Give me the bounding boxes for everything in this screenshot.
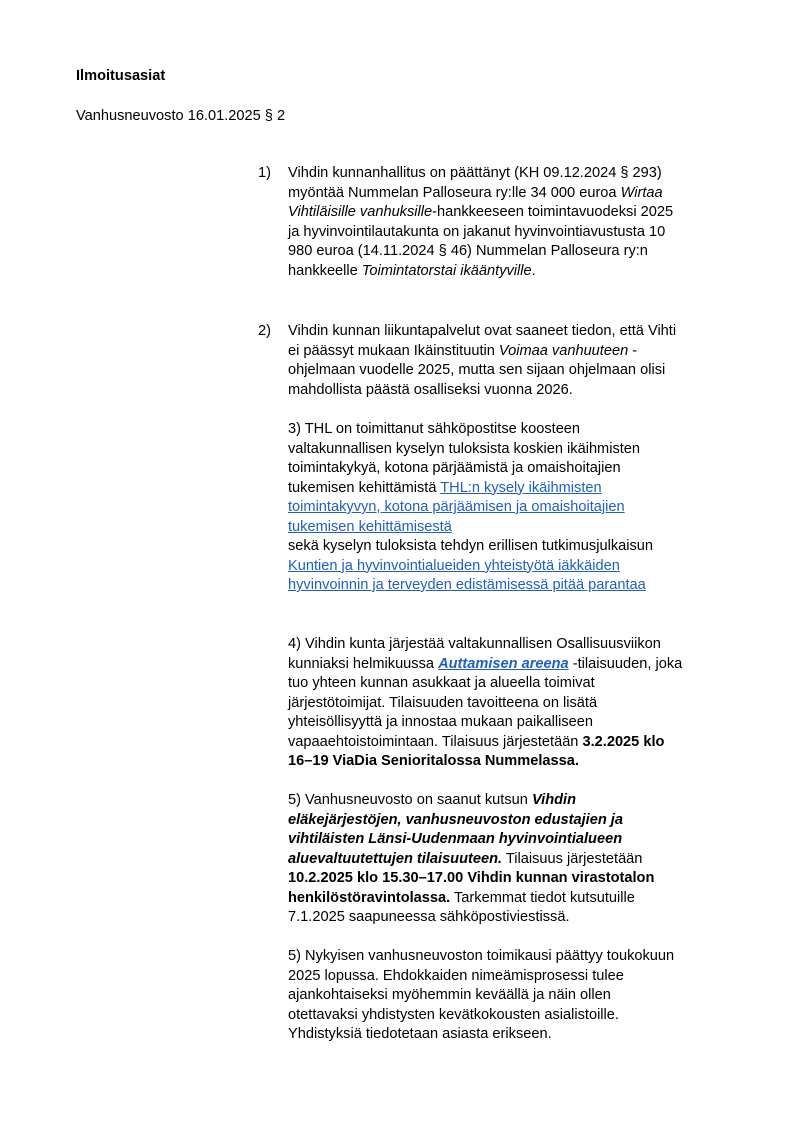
announcement-4: 4) Vihdin kunta järjestää valtakunnallisen Osallisuusviikon kunniaksi helmikuussa Auttamisen areena -tilaisuuden, joka tuo yhteen kunnan asukkaat ja alueella toimivat järjestötoimijat. Tilaisuuden tavoitteena on lisätä yhteisöllisyyttä ja innostaa mukaan paikalliseen vapaaehtoistoimintaan. Tilaisuus järjestetään 3.2.2025 klo 16–19 ViaDia Senioritalossa Nummelassa. (288, 636, 683, 769)
page-heading: Ilmoitusasiat (76, 68, 166, 84)
program-name: Voimaa vanhuuteen (498, 342, 629, 359)
announcement-1 (258, 164, 678, 281)
auttamisen-areena-link[interactable]: Auttamisen areena (438, 655, 569, 672)
project-name: Wirtaa Vihtiläisille vanhuksille (288, 184, 663, 220)
item-text: Vihdin kunnanhallitus on päättänyt (KH 09.12.2024 § 293) myöntää Nummelan Palloseura ry:lle 34 000 euroa Wirtaa Vihtiläisille vanhuksille-hankkeeseen toimintavuodeksi 2025 ja hyvinvointilautakunta on jakanut hyvinvointiavustusta 10 980 euroa (14.11.2024 § 46) Nummelan Palloseura ry:n hankkeelle Toimintatorstai ikääntyville. (288, 165, 674, 279)
project-name: Toimintatorstai ikääntyville (361, 262, 532, 279)
item-number: 1) (258, 165, 271, 181)
thl-survey-link[interactable]: THL:n kysely ikäihmisten toimintakyvyn, kotona pärjäämisen ja omaishoitajien tukemisen kehittämisestä (288, 479, 625, 535)
event-time-place: 10.2.2025 klo 15.30–17.00 Vihdin kunnan virastotalon henkilöstöravintolassa. (288, 870, 655, 906)
event-time-place: 3.2.2025 klo 16–19 ViaDia Senioritalossa Nummelassa. (288, 733, 665, 769)
research-publication-link[interactable]: Kuntien ja hyvinvointialueiden yhteistyötä iäkkäiden hyvinvoinnin ja terveyden edistämisessä pitää parantaa (288, 557, 646, 593)
announcement-3: 3) THL on toimittanut sähköpostitse koosteen valtakunnallisen kyselyn tuloksista koskien ikäihmisten toimintakykyä, kotona pärjäämistä ja omaishoitajien tukemisen kehittämistä THL:n kysely ikäihmisten toimintakyvyn, kotona pärjäämisen ja omaishoitajien tukemisen kehittämisestä sekä kyselyn tuloksista tehdyn erillisen tutkimusjulkaisun Kuntien ja hyvinvointialueiden yhteistyötä iäkkäiden hyvinvoinnin ja terveyden edistämisessä pitää parantaa (288, 421, 654, 593)
announcement-6: 5) Nykyisen vanhusneuvoston toimikausi päättyy toukokuun 2025 lopussa. Ehdokkaiden nimeämisprosessi tulee ajankohtaiseksi myöhemmin keväällä ja näin ollen otettavaksi yhdistysten kevätkokousten asialistoille. Yhdistyksiä tiedotetaan asiasta erikseen. (288, 948, 675, 1042)
item-text: Vihdin kunnan liikuntapalvelut ovat saaneet tiedon, että Vihti ei päässyt mukaan Ikäinstituutin Voimaa vanhuuteen -ohjelmaan vuodelle 2025, mutta sen sijaan ohjelmaan olisi mahdollista päästä osalliseksi vuonna 2026. (288, 323, 677, 398)
event-title: Vihdin eläkejärjestöjen, vanhusneuvoston edustajien ja vihtiläisten Länsi-Uudenmaan hyvinvointialueen aluevaltuutettujen tilaisuuteen. (288, 792, 623, 867)
announcement-5: 5) Vanhusneuvosto on saanut kutsun Vihdin eläkejärjestöjen, vanhusneuvoston edustajien ja vihtiläisten Länsi-Uudenmaan hyvinvointialueen aluevaltuutettujen tilaisuuteen. Tilaisuus järjestetään 10.2.2025 klo 15.30–17.00 Vihdin kunnan virastotalon henkilöstöravintolassa. Tarkemmat tiedot kutsutuille 7.1.2025 saapuneessa sähköpostiviestissä. (288, 792, 655, 925)
item-number: 2) (258, 323, 271, 339)
announcement-2 (258, 322, 678, 400)
meeting-reference: Vanhusneuvosto 16.01.2025 § 2 (76, 108, 286, 124)
